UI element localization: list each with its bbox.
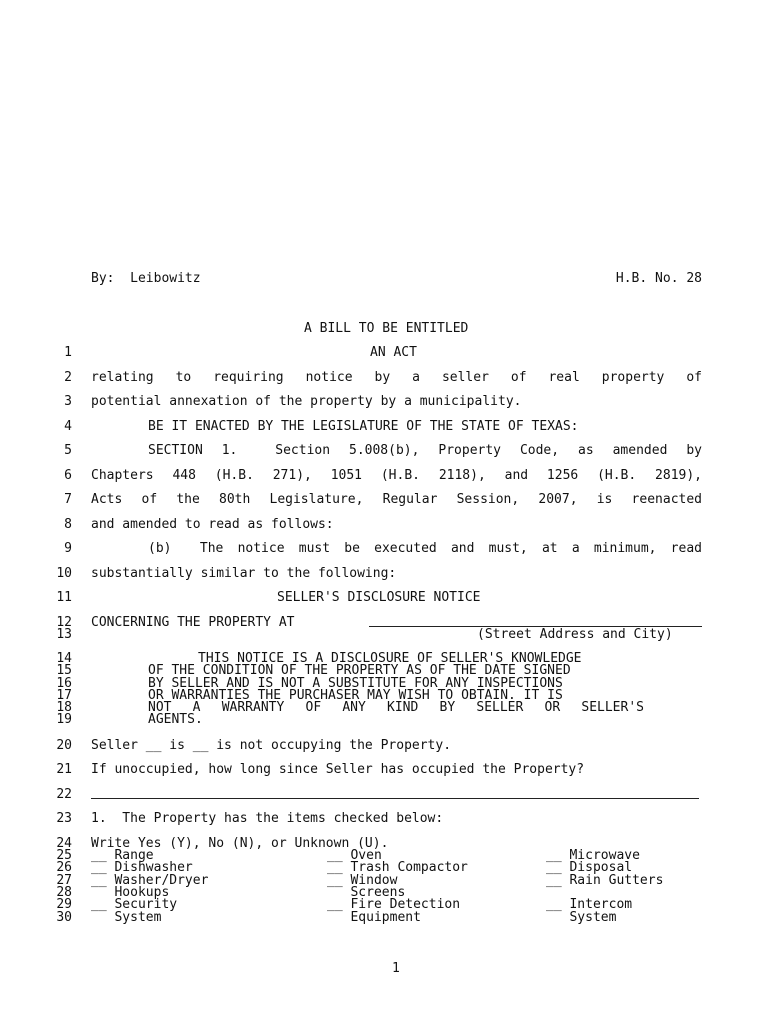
line-number: 26 [56, 860, 72, 875]
bill-text-line: substantially similar to the following: [91, 566, 397, 581]
line-number: 14 [56, 651, 72, 666]
line-number: 17 [56, 688, 72, 703]
notice-title: SELLER'S DISCLOSURE NOTICE [277, 590, 481, 605]
items-instructions: Write Yes (Y), No (N), or Unknown (U). [91, 836, 389, 851]
line-number: 29 [56, 897, 72, 912]
item-range: __ Range [91, 848, 154, 863]
line-number: 22 [56, 787, 72, 802]
item-window: __ Window [327, 873, 398, 888]
line-number: 25 [56, 848, 72, 863]
line-number: 24 [56, 836, 72, 851]
item-security: __ Security [91, 897, 178, 912]
item-window-cont: Screens [327, 885, 406, 900]
line-number: 20 [56, 738, 72, 753]
item-dishwasher: __ Dishwasher [91, 860, 193, 875]
bill-text-line: SECTION 1. Section 5.008(b), Property Code, as amended by [148, 443, 702, 458]
bill-author: By: Leibowitz [91, 271, 201, 286]
bill-text-line: Acts of the 80th Legislature, Regular Session, 2007, is reenacted [91, 492, 702, 507]
bill-number: H.B. No. 28 [615, 271, 702, 286]
line-number: 8 [64, 517, 72, 532]
item-disposal: __ Disposal [546, 860, 633, 875]
item-trash-compactor: __ Trash Compactor [327, 860, 468, 875]
bill-text-line: potential annexation of the property by a municipality. [91, 394, 522, 409]
line-number: 30 [56, 910, 72, 925]
line-number: 6 [64, 468, 72, 483]
bill-text-line: (b) The notice must be executed and must, at a minimum, read [148, 541, 702, 556]
item-intercom: __ Intercom [546, 897, 633, 912]
item-washer-dryer: __ Washer/Dryer [91, 873, 209, 888]
item-rain-gutters: __ Rain Gutters [546, 873, 664, 888]
item-microwave: __ Microwave [546, 848, 640, 863]
page-number: 1 [392, 961, 400, 976]
line-number: 23 [56, 811, 72, 826]
notice-text: NOT A WARRANTY OF ANY KIND BY SELLER OR SELLER'S [148, 700, 644, 715]
notice-text: BY SELLER AND IS NOT A SUBSTITUTE FOR ANY INSPECTIONS [148, 676, 563, 691]
line-number: 11 [56, 590, 72, 605]
item-fire-detection-cont: Equipment [327, 910, 421, 925]
item-security-cont: System [91, 910, 162, 925]
items-intro: 1. The Property has the items checked below: [91, 811, 444, 826]
enacting-clause: BE IT ENACTED BY THE LEGISLATURE OF THE STATE OF TEXAS: [148, 419, 579, 434]
item-oven: __ Oven [327, 848, 382, 863]
line-number: 12 [56, 615, 72, 630]
line-number: 5 [64, 443, 72, 458]
line-number: 1 [64, 345, 72, 360]
line-number: 19 [56, 712, 72, 727]
notice-text: OR WARRANTIES THE PURCHASER MAY WISH TO OBTAIN. IT IS [148, 688, 563, 703]
unoccupied-question: If unoccupied, how long since Seller has occupied the Property? [91, 762, 585, 777]
item-fire-detection: __ Fire Detection [327, 897, 461, 912]
line-number: 28 [56, 885, 72, 900]
notice-text: THIS NOTICE IS A DISCLOSURE OF SELLER'S KNOWLEDGE [198, 651, 582, 666]
line-number: 13 [56, 627, 72, 642]
line-number: 7 [64, 492, 72, 507]
line-number: 2 [64, 370, 72, 385]
item-intercom-cont: System [546, 910, 617, 925]
occupancy-question: Seller __ is __ is not occupying the Property. [91, 738, 452, 753]
line-number: 9 [64, 541, 72, 556]
item-washer-dryer-cont: Hookups [91, 885, 170, 900]
notice-text: AGENTS. [148, 712, 203, 727]
line-number: 16 [56, 676, 72, 691]
line-number: 10 [56, 566, 72, 581]
notice-text: OF THE CONDITION OF THE PROPERTY AS OF THE DATE SIGNED [148, 663, 571, 678]
bill-title: A BILL TO BE ENTITLED [304, 321, 469, 336]
line-number: 18 [56, 700, 72, 715]
property-address-label: CONCERNING THE PROPERTY AT [91, 615, 295, 630]
line-number: 21 [56, 762, 72, 777]
address-caption: (Street Address and City) [477, 627, 673, 642]
line-number: 15 [56, 663, 72, 678]
act-heading: AN ACT [370, 345, 417, 360]
bill-text-line: Chapters 448 (H.B. 271), 1051 (H.B. 2118), and 1256 (H.B. 2819), [91, 468, 702, 483]
bill-text-line: and amended to read as follows: [91, 517, 334, 532]
line-number: 3 [64, 394, 72, 409]
bill-text-line: relating to requiring notice by a seller of real property of [91, 370, 702, 385]
answer-line [91, 798, 699, 799]
line-number: 4 [64, 419, 72, 434]
line-number: 27 [56, 873, 72, 888]
